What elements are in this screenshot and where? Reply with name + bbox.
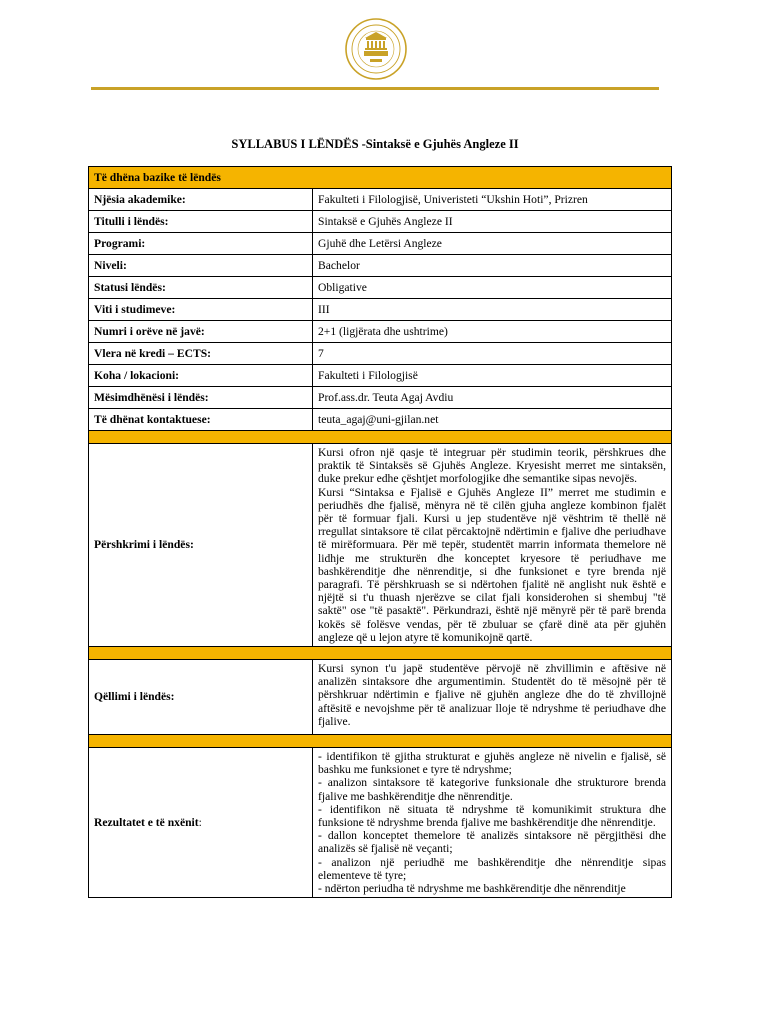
description-paragraph: Kursi “Sintaksa e Fjalisë e Gjuhës Angleze II” merret me studimin e periudhës dhe fjalisë, mënyra në të cilën gjuha angleze kombinon fjalët për të formuar fjali. Kursi u jep studentëve një vështrim të thellë në rregullat sintaksore të cilat përcaktojnë ndërtimin e fjalive dhe periudhave të mirëformuara. Për më tepër, studentët marrin informata themelore në lidhje me strukturën dhe konceptet kryesore të periudhave me bashkërenditje dhe nënrenditje, si dhe funksionet e tyre brenda një paragrafi. Të përshkruash se si ndërtohen fjalitë në anglisht nuk është e njëjtë si t'u thuash njerëzve se cilat fjali konsiderohen si shembuj "të saktë" ose "të pasaktë". Përkundrazi, është një mënyrë për të parë brenda kokës së folësve vendas, për të zbuluar se çfarë dinë ata për gjuhën angleze që u lejon atyre të komunikojnë qartë. (318, 485, 666, 644)
outcomes-label-text: Rezultatet e të nxënit (94, 816, 199, 830)
goal-row (89, 660, 672, 735)
row-value: Fakulteti i Filologjisë (313, 365, 672, 387)
gold-spacer-row (89, 431, 672, 444)
description-text (313, 444, 672, 647)
row-label: Koha / lokacioni: (89, 365, 313, 387)
list-item: - dallon konceptet themelore të analizës sintaksore në përgjithësi dhe analizës së fjalisë në veçanti; (318, 829, 666, 856)
row-value: 2+1 (ligjërata dhe ushtrime) (313, 321, 672, 343)
row-label: Njësia akademike: (89, 189, 313, 211)
table-header: Të dhëna bazike të lëndës (89, 167, 672, 189)
outcomes-label (89, 748, 313, 898)
gold-spacer-row (89, 647, 672, 660)
table-row (89, 189, 672, 211)
row-label: Viti i studimeve: (89, 299, 313, 321)
row-value: teuta_agaj@uni-gjilan.net (313, 409, 672, 431)
table-row (89, 387, 672, 409)
gold-spacer-row (89, 735, 672, 748)
outcomes-row (89, 748, 672, 898)
row-label: Niveli: (89, 255, 313, 277)
list-item: - ndërton periudha të ndryshme me bashkërenditje dhe nënrenditje (318, 882, 626, 896)
table-row (89, 277, 672, 299)
row-value: Fakulteti i Filologjisë, Univeristeti “Ukshin Hoti”, Prizren (313, 189, 672, 211)
table-header-row (89, 167, 672, 189)
course-info-table (88, 166, 672, 898)
list-item: - analizon një periudhë me bashkërenditje dhe nënrenditje sipas elementeve të tyre; (318, 855, 666, 882)
list-item: - identifikon të gjitha strukturat e gjuhës angleze në nivelin e fjalisë, së bashku me funksionet e tyre të ndryshme; (318, 750, 666, 777)
table-row (89, 211, 672, 233)
list-item: - analizon sintaksore të kategorive funksionale dhe strukturore brenda fjalive me bashkërenditje dhe nënrenditje. (318, 776, 666, 803)
row-label: Vlera në kredi – ECTS: (89, 343, 313, 365)
table-row (89, 255, 672, 277)
description-paragraph: Kursi ofron një qasje të integruar për studimin teorik, përshkrues dhe praktik të Sintaksës së Gjuhës Angleze. Kryesisht merret me sintaksën, duke prekur edhe çështjet morfologjike dhe semantike sipas nevojës. (318, 446, 666, 486)
row-value: Prof.ass.dr. Teuta Agaj Avdiu (313, 387, 672, 409)
table-row (89, 343, 672, 365)
table-row (89, 409, 672, 431)
description-label: Përshkrimi i lëndës: (89, 444, 313, 647)
row-label: Statusi lëndës: (89, 277, 313, 299)
row-label: Numri i orëve në javë: (89, 321, 313, 343)
table-row (89, 299, 672, 321)
row-value: Bachelor (313, 255, 672, 277)
row-value: Sintaksë e Gjuhës Angleze II (313, 211, 672, 233)
description-row (89, 444, 672, 647)
row-label: Mësimdhënësi i lëndës: (89, 387, 313, 409)
goal-label: Qëllimi i lëndës: (89, 660, 313, 735)
row-value: III (313, 299, 672, 321)
outcomes-label-colon: : (198, 816, 202, 830)
outcomes-list (313, 748, 672, 898)
row-value: Gjuhë dhe Letërsi Angleze (313, 233, 672, 255)
university-seal-logo (345, 18, 407, 80)
goal-text: Kursi synon t'u japë studentëve përvojë në zhvillimin e aftësive në analizën sintaksore dhe argumentimin. Studentët do të mësojnë për të përshkruar ndërtimin e fjalive në gjuhën angleze dhe do të zhvillojnë aftësitë e nevojshme për të analizuar lloje të ndryshme të periudhave dhe fjalive. (313, 660, 672, 735)
table-row (89, 321, 672, 343)
page-title: SYLLABUS I LËNDËS -Sintaksë e Gjuhës Angleze II (231, 137, 519, 151)
row-label: Të dhënat kontaktuese: (89, 409, 313, 431)
header-rule (91, 87, 659, 90)
list-item: - identifikon në situata të ndryshme të komunikimit struktura dhe funksione të ndryshme brenda fjalive me bashkërenditje dhe nënrenditje. (318, 802, 666, 830)
table-row (89, 233, 672, 255)
table-row (89, 365, 672, 387)
row-value: 7 (313, 343, 672, 365)
row-label: Programi: (89, 233, 313, 255)
row-label: Titulli i lëndës: (89, 211, 313, 233)
row-value: Obligative (313, 277, 672, 299)
